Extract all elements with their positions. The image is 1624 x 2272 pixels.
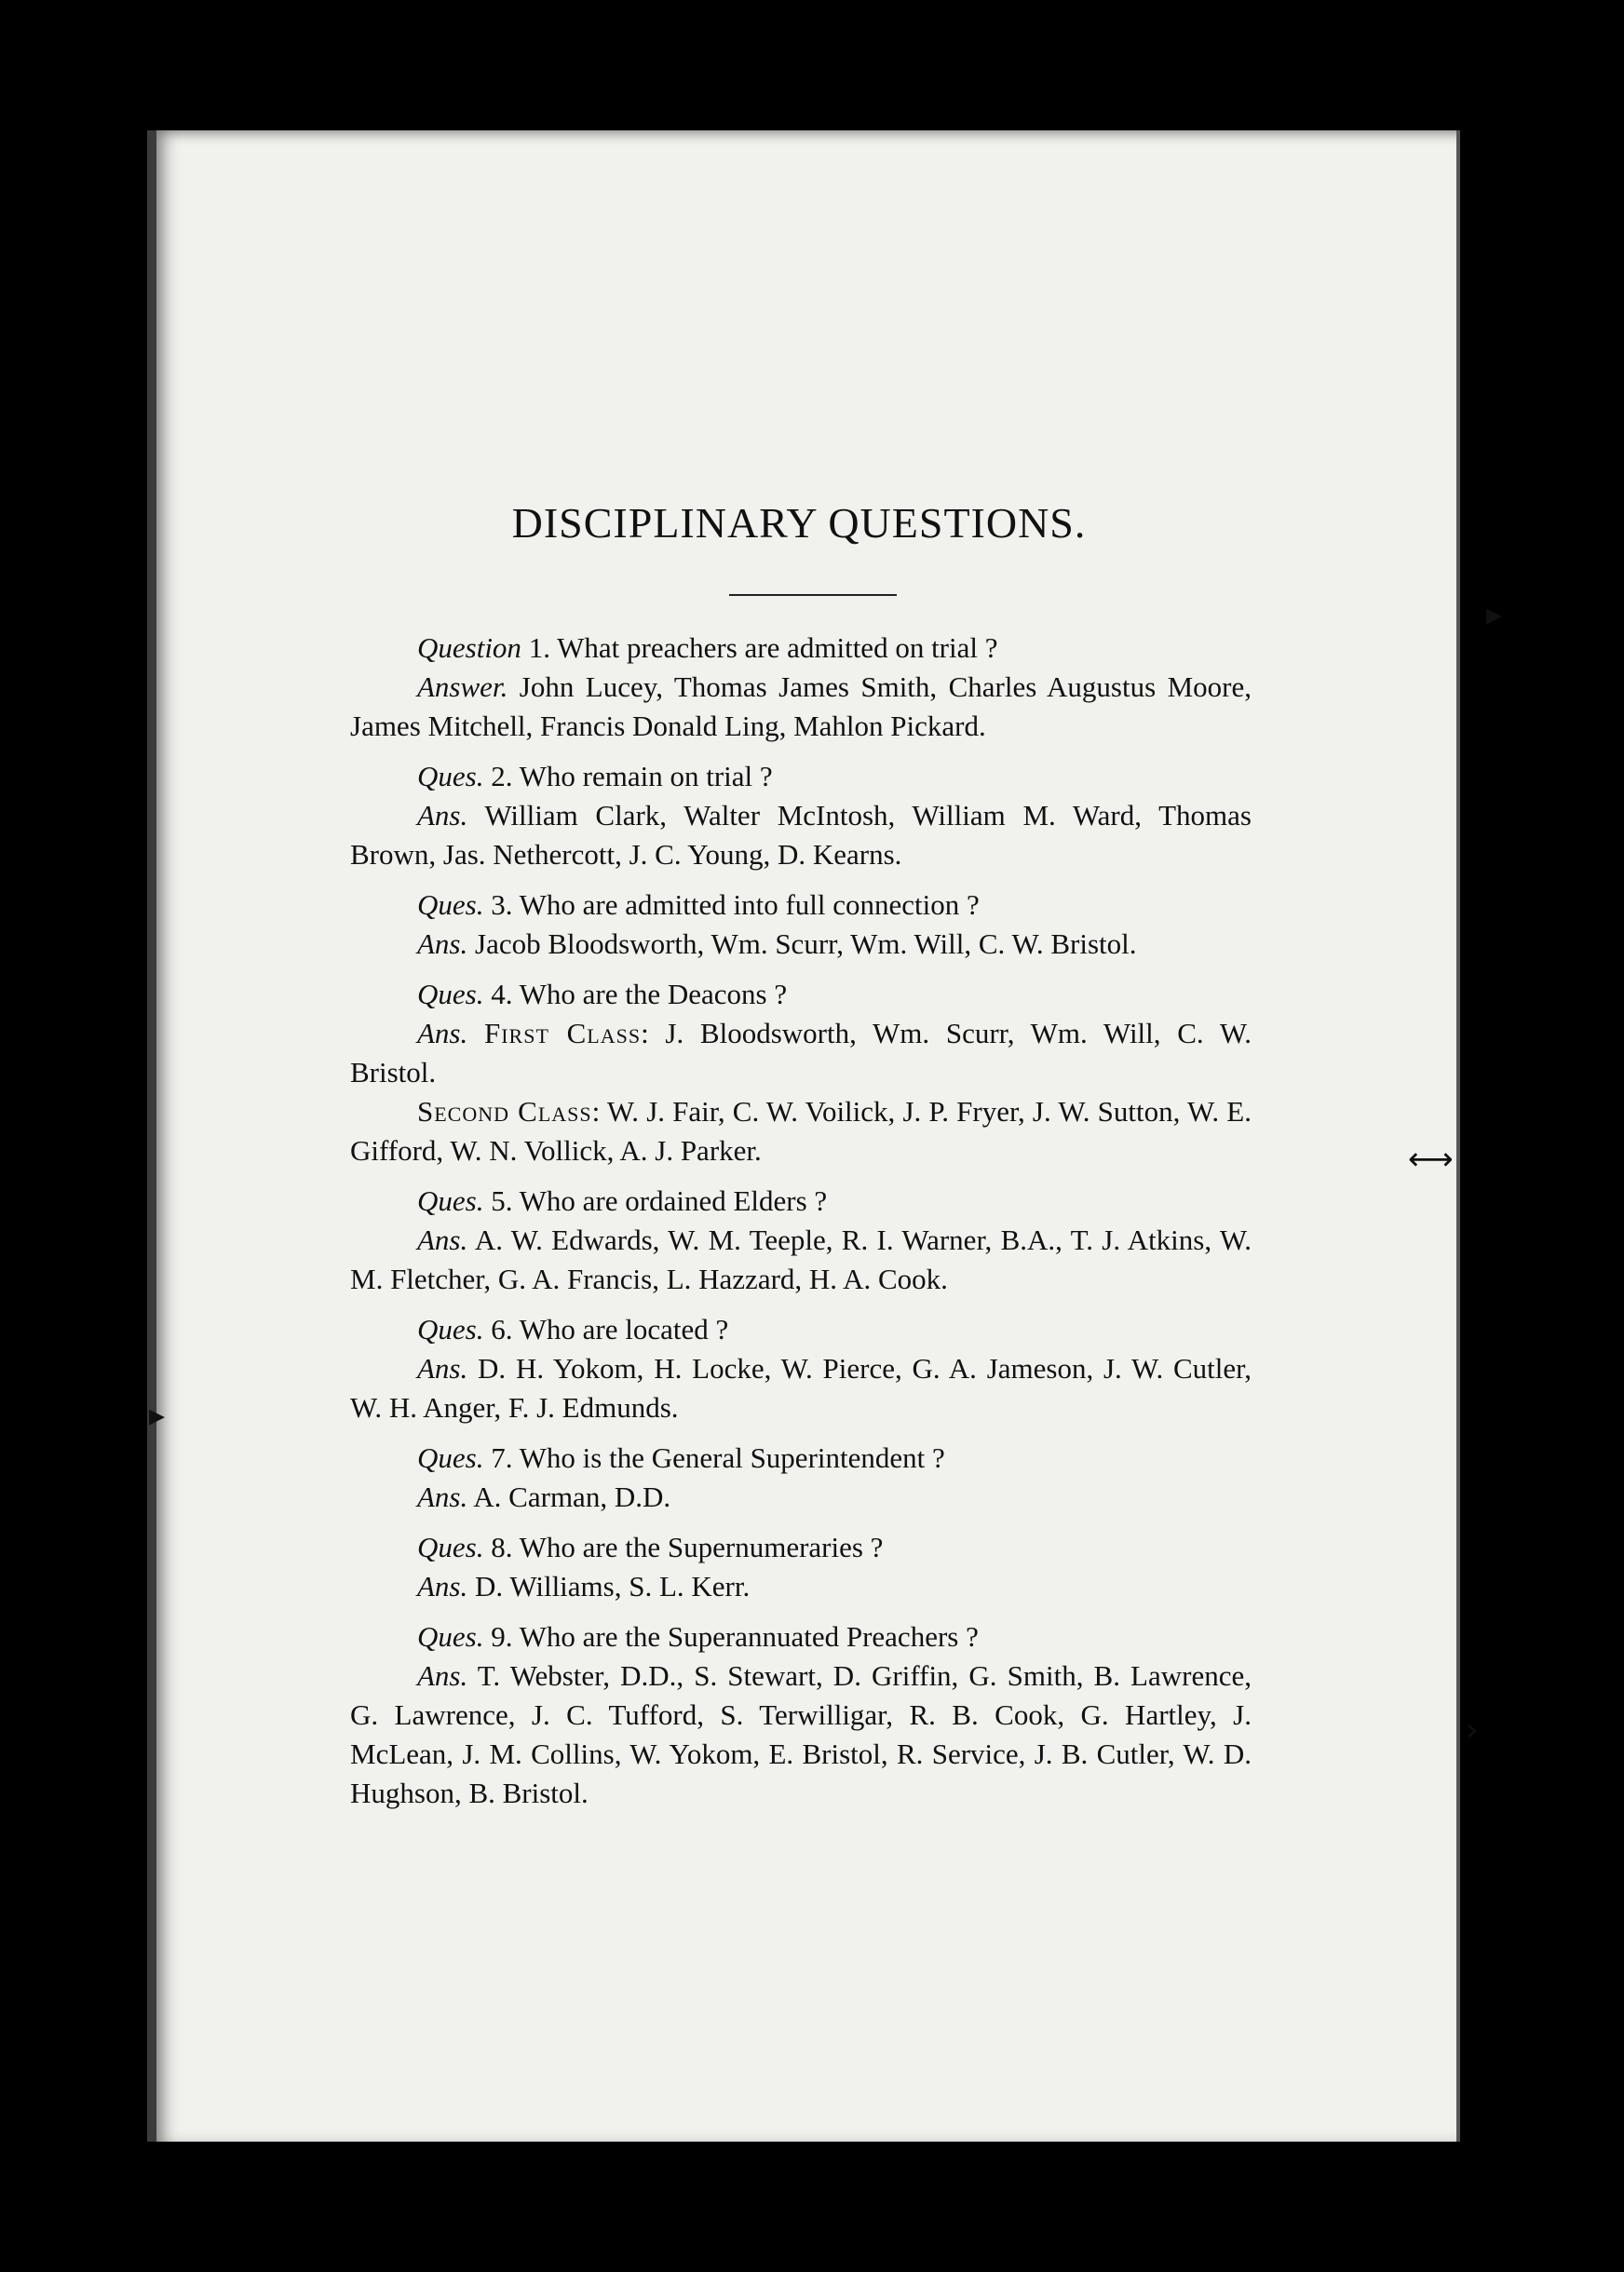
question-label: Ques. [417, 1620, 484, 1653]
answer-text: A. Carman, D.D. [473, 1481, 671, 1513]
question-entry-5 [350, 1182, 1252, 1299]
answer-line-continued: Second Class: W. J. Fair, C. W. Voilick, J. P. Fryer, J. W. Sutton, W. E. Gifford, W. N. Vollick, A. J. Parker. [350, 1095, 1252, 1167]
question-text: 8. Who are the Supernumeraries ? [491, 1531, 884, 1563]
question-line [350, 1182, 1252, 1221]
answer-text: D. Williams, S. L. Kerr. [475, 1570, 751, 1603]
question-label: Question [417, 631, 521, 664]
answer-text: John Lucey, Thomas James Smith, Charles Augustus Moore, James Mitchell, Francis Donald Ling, Mahlon Pickard. [350, 670, 1252, 742]
answer-line [350, 1567, 1252, 1606]
question-entry-4 [350, 975, 1252, 1170]
answer-line [350, 1478, 1252, 1517]
question-line [350, 1528, 1252, 1567]
question-label: Ques. [417, 1441, 484, 1474]
margin-tick-icon: ▸ [149, 1397, 166, 1434]
question-line [350, 975, 1252, 1014]
answer-line [350, 925, 1252, 964]
answer-text: W. J. Fair, C. W. Voilick, J. P. Fryer, J. W. Sutton, W. E. Gifford, W. N. Vollick, A. J. Parker. [350, 1095, 1252, 1167]
question-text: 4. Who are the Deacons ? [491, 978, 788, 1010]
question-label: Ques. [417, 1184, 484, 1217]
deacon-class-label: Second Class [417, 1095, 592, 1128]
answer-label: Ans. [417, 799, 468, 832]
question-text: 2. Who remain on trial ? [491, 760, 773, 792]
answer-line: Ans. First Class: J. Bloodsworth, Wm. Scurr, Wm. Will, C. W. Bristol. [350, 1017, 1252, 1089]
question-line [350, 886, 1252, 925]
book-page [147, 130, 1460, 2142]
answer-line [350, 1657, 1252, 1813]
question-entry-1 [350, 629, 1252, 746]
question-text: 1. What preachers are admitted on trial ? [528, 631, 998, 664]
question-entry-9 [350, 1617, 1252, 1813]
question-label: Ques. [417, 1313, 484, 1346]
question-line [350, 1617, 1252, 1657]
answer-label: Ans. [417, 1481, 468, 1513]
question-entry-7 [350, 1439, 1252, 1517]
question-text: 9. Who are the Superannuated Preachers ? [491, 1620, 979, 1653]
question-line [350, 1310, 1252, 1349]
margin-bracket-icon: › [1466, 1711, 1479, 1749]
answer-label: Answer. [417, 670, 508, 703]
question-entry-2 [350, 757, 1252, 874]
answer-line [350, 1221, 1252, 1299]
question-line [350, 629, 1252, 668]
deacon-class-label: First Class [483, 1017, 642, 1049]
answer-text: Jacob Bloodsworth, Wm. Scurr, Wm. Will, C. W. Bristol. [475, 927, 1137, 960]
answer-line [350, 668, 1252, 746]
question-label: Ques. [417, 1531, 484, 1563]
answer-text: J. Bloodsworth, Wm. Scurr, Wm. Will, C. W. Bristol. [350, 1017, 1252, 1089]
answer-label: Ans. [417, 927, 468, 960]
question-entry-8 [350, 1528, 1252, 1606]
questions-list [350, 629, 1252, 1824]
question-text: 3. Who are admitted into full connection ? [491, 888, 980, 921]
question-entry-6 [350, 1310, 1252, 1427]
question-text: 5. Who are ordained Elders ? [491, 1184, 828, 1217]
question-label: Ques. [417, 978, 484, 1010]
answer-label: Ans. [417, 1224, 468, 1256]
answer-line [350, 796, 1252, 874]
question-text: 6. Who are located ? [491, 1313, 729, 1346]
question-line [350, 1439, 1252, 1478]
question-label: Ques. [417, 888, 484, 921]
answer-text: William Clark, Walter McIntosh, William M. Ward, Thomas Brown, Jas. Nethercott, J. C. Young, D. Kearns. [350, 799, 1252, 871]
title-divider [729, 594, 897, 596]
answer-label: Ans. [417, 1017, 468, 1049]
question-entry-3 [350, 886, 1252, 964]
page-title: DISCIPLINARY QUESTIONS. [511, 499, 1087, 547]
question-label: Ques. [417, 760, 484, 792]
answer-line [350, 1349, 1252, 1427]
question-text: 7. Who is the General Superintendent ? [491, 1441, 945, 1474]
margin-double-arrow-icon: ⟷ [1408, 1141, 1454, 1178]
answer-text: A. W. Edwards, W. M. Teeple, R. I. Warner, B.A., T. J. Atkins, W. M. Fletcher, G. A. Francis, L. Hazzard, H. A. Cook. [350, 1224, 1252, 1295]
answer-text: T. Webster, D.D., S. Stewart, D. Griffin, G. Smith, B. Lawrence, G. Lawrence, J. C. Tufford, S. Terwilligar, R. B. Cook, G. Hartley, J. McLean, J. M. Collins, W. Yokom, E. Bristol, R. Service, J. B. Cutler, W. D. Hughson, B. Bristol. [350, 1659, 1252, 1809]
margin-arrow-icon: ▸ [1486, 596, 1503, 633]
question-line [350, 757, 1252, 796]
answer-text: D. H. Yokom, H. Locke, W. Pierce, G. A. Jameson, J. W. Cutler, W. H. Anger, F. J. Edmunds. [350, 1352, 1252, 1424]
answer-label: Ans. [417, 1659, 468, 1692]
answer-label: Ans. [417, 1352, 468, 1385]
answer-label: Ans. [417, 1570, 468, 1603]
